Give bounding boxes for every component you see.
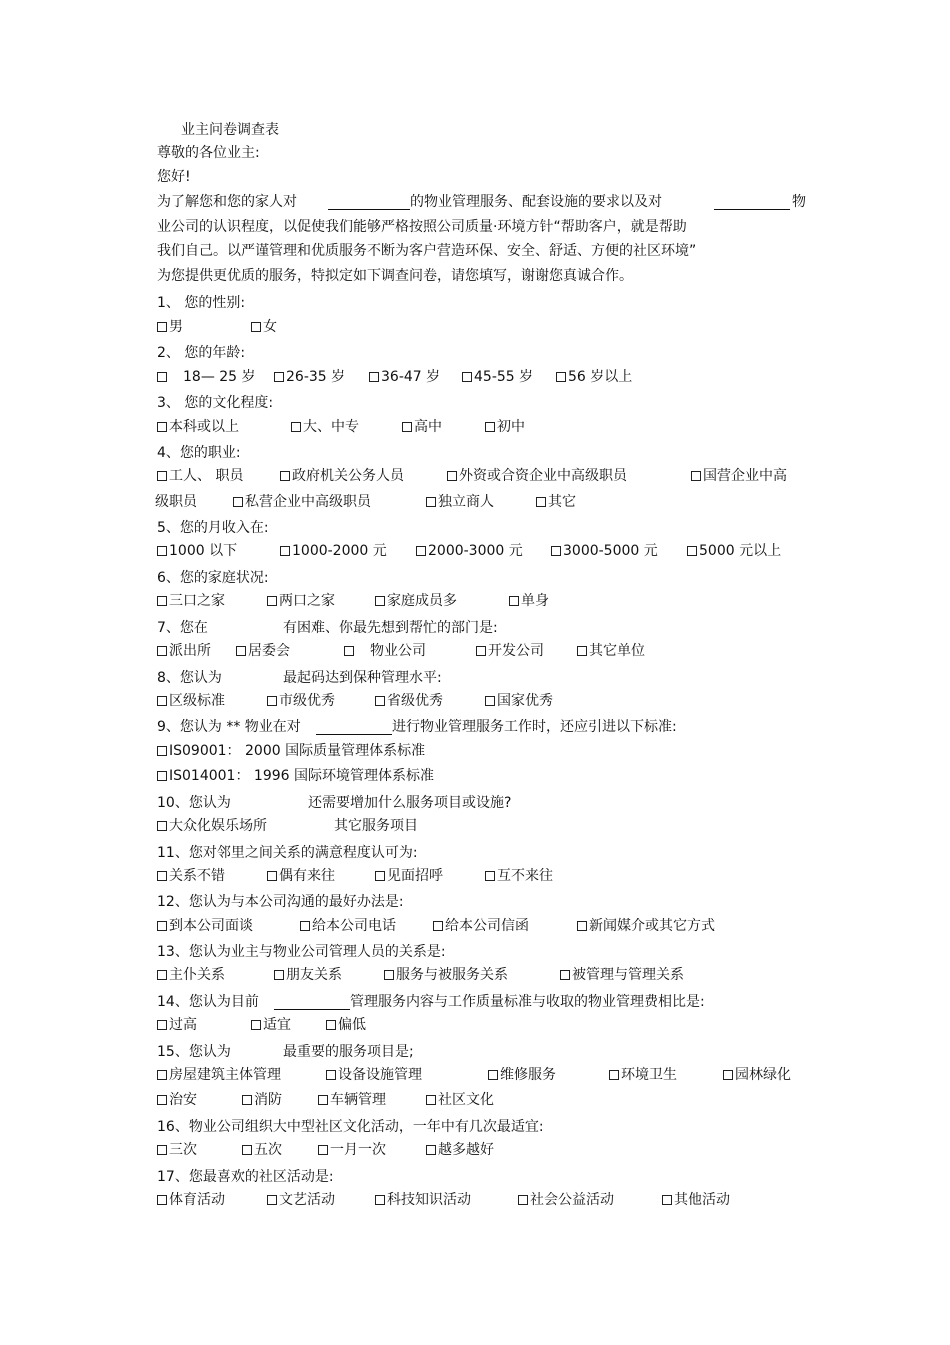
question-3: 3、 您的文化程度: bbox=[157, 395, 274, 411]
checkbox-icon[interactable] bbox=[687, 546, 697, 556]
checkbox-icon[interactable] bbox=[426, 1145, 436, 1155]
checkbox-icon[interactable] bbox=[157, 1020, 167, 1030]
checkbox-icon[interactable] bbox=[518, 1195, 528, 1205]
checkbox-icon[interactable] bbox=[157, 646, 167, 656]
checkbox-icon[interactable] bbox=[251, 1020, 261, 1030]
hello: 您好! bbox=[157, 169, 191, 185]
option-relation-master-servant[interactable]: 主仆关系 bbox=[157, 966, 225, 984]
option-level-province[interactable]: 省级优秀 bbox=[375, 692, 443, 710]
intro-line-3: 我们自己。以严谨管理和优质服务不断为客户营造环保、安全、舒适、方便的社区环境” bbox=[157, 243, 697, 259]
checkbox-icon[interactable] bbox=[157, 771, 167, 781]
option-dept-other[interactable]: 其它单位 bbox=[577, 642, 645, 660]
option-activity-more[interactable]: 越多越好 bbox=[426, 1141, 494, 1159]
question-7-a: 7、您在 bbox=[157, 620, 208, 636]
option-fee-fair[interactable]: 适宜 bbox=[251, 1016, 291, 1034]
option-neighbor-none[interactable]: 互不来往 bbox=[485, 867, 553, 885]
checkbox-icon[interactable] bbox=[274, 372, 284, 382]
checkbox-icon[interactable] bbox=[447, 471, 457, 481]
option-svc-parking[interactable]: 车辆管理 bbox=[318, 1091, 386, 1109]
checkbox-icon[interactable] bbox=[291, 422, 301, 432]
option-fee-high[interactable]: 过高 bbox=[157, 1016, 197, 1034]
checkbox-icon[interactable] bbox=[326, 1070, 336, 1080]
option-contact-visit[interactable]: 到本公司面谈 bbox=[157, 917, 253, 935]
option-level-district[interactable]: 区级标准 bbox=[157, 692, 225, 710]
checkbox-icon[interactable] bbox=[157, 1195, 167, 1205]
option-dept-developer[interactable]: 开发公司 bbox=[476, 642, 544, 660]
option-income-3000-5000[interactable]: 3000-5000 元 bbox=[551, 542, 658, 560]
checkbox-icon[interactable] bbox=[157, 546, 167, 556]
checkbox-icon[interactable] bbox=[157, 322, 167, 332]
checkbox-icon[interactable] bbox=[267, 696, 277, 706]
option-activity-three[interactable]: 三次 bbox=[157, 1141, 197, 1159]
checkbox-icon[interactable] bbox=[157, 471, 167, 481]
option-dept-police[interactable]: 派出所 bbox=[157, 642, 211, 660]
option-svc-sanitation[interactable]: 环境卫生 bbox=[609, 1066, 677, 1084]
option-income-2000-3000[interactable]: 2000-3000 元 bbox=[416, 542, 523, 560]
option-contact-phone[interactable]: 给本公司电话 bbox=[300, 917, 396, 935]
option-family-many[interactable]: 家庭成员多 bbox=[375, 592, 457, 610]
checkbox-icon[interactable] bbox=[485, 871, 495, 881]
intro-line-2: 业公司的认识程度，以促使我们能够严格按照公司质量·环境方针“帮助客户，就是帮助 bbox=[157, 219, 687, 235]
question-16: 16、物业公司组织大中型社区文化活动，一年中有几次最适宜: bbox=[157, 1119, 544, 1135]
checkbox-icon[interactable] bbox=[426, 1095, 436, 1105]
checkbox-icon[interactable] bbox=[691, 471, 701, 481]
checkbox-icon[interactable] bbox=[157, 696, 167, 706]
question-14-a: 14、您认为目前 bbox=[157, 994, 259, 1010]
checkbox-icon[interactable] bbox=[485, 696, 495, 706]
option-entertainment-venue[interactable]: 大众化娱乐场所 bbox=[157, 817, 267, 835]
option-level-national[interactable]: 国家优秀 bbox=[485, 692, 553, 710]
option-income-5000-plus[interactable]: 5000 元以上 bbox=[687, 542, 781, 560]
option-edu-middleschool[interactable]: 初中 bbox=[485, 418, 525, 436]
option-edu-highschool[interactable]: 高中 bbox=[402, 418, 442, 436]
option-income-below-1000[interactable]: 1000 以下 bbox=[157, 542, 237, 560]
checkbox-icon[interactable] bbox=[609, 1070, 619, 1080]
intro-line-1a: 为了解您和您的家人对 bbox=[157, 194, 297, 210]
question-17: 17、您最喜欢的社区活动是: bbox=[157, 1169, 334, 1185]
checkbox-icon[interactable] bbox=[236, 646, 246, 656]
option-relation-managed[interactable]: 被管理与管理关系 bbox=[560, 966, 684, 984]
option-job-foreign-enterprise[interactable]: 外资或合资企业中高级职员 bbox=[447, 467, 627, 485]
checkbox-icon[interactable] bbox=[375, 596, 385, 606]
checkbox-icon[interactable] bbox=[462, 372, 472, 382]
option-fee-low[interactable]: 偏低 bbox=[326, 1016, 366, 1034]
checkbox-icon[interactable] bbox=[536, 497, 546, 507]
checkbox-icon[interactable] bbox=[233, 497, 243, 507]
checkbox-icon[interactable] bbox=[426, 497, 436, 507]
option-age-56-plus[interactable]: 56 岁以上 bbox=[556, 368, 632, 386]
checkbox-icon[interactable] bbox=[577, 646, 587, 656]
intro-line-1c: 物 bbox=[792, 194, 806, 210]
checkbox-icon[interactable] bbox=[476, 646, 486, 656]
option-contact-media[interactable]: 新闻媒介或其它方式 bbox=[577, 917, 715, 935]
checkbox-icon[interactable] bbox=[157, 746, 167, 756]
option-relation-service[interactable]: 服务与被服务关系 bbox=[384, 966, 508, 984]
option-age-45-55[interactable]: 45-55 岁 bbox=[462, 368, 533, 386]
option-fav-arts[interactable]: 文艺活动 bbox=[267, 1191, 335, 1209]
option-neighbor-good[interactable]: 关系不错 bbox=[157, 867, 225, 885]
checkbox-icon[interactable] bbox=[280, 546, 290, 556]
question-15-a: 15、您认为 bbox=[157, 1044, 231, 1060]
question-9-b: 进行物业管理服务工作时，还应引进以下标准: bbox=[392, 719, 677, 735]
blank-company-name[interactable] bbox=[714, 209, 790, 210]
option-svc-fire[interactable]: 消防 bbox=[242, 1091, 282, 1109]
option-family-two[interactable]: 两口之家 bbox=[267, 592, 335, 610]
intro-line-4: 为您提供更优质的服务，特拟定如下调查问卷，请您填写，谢谢您真诚合作。 bbox=[157, 268, 633, 284]
option-fav-other[interactable]: 其他活动 bbox=[662, 1191, 730, 1209]
checkbox-icon[interactable] bbox=[280, 471, 290, 481]
blank-property-name-9[interactable] bbox=[316, 734, 392, 735]
option-age-36-47[interactable]: 36-47 岁 bbox=[369, 368, 440, 386]
option-activity-five[interactable]: 五次 bbox=[242, 1141, 282, 1159]
option-job-state-enterprise[interactable]: 国营企业中高 bbox=[691, 467, 787, 485]
option-female[interactable]: 女 bbox=[251, 318, 277, 336]
option-dept-property[interactable]: 物业公司 bbox=[344, 642, 426, 660]
option-fav-charity[interactable]: 社会公益活动 bbox=[518, 1191, 614, 1209]
checkbox-icon[interactable] bbox=[402, 422, 412, 432]
checkbox-icon[interactable] bbox=[375, 871, 385, 881]
question-6: 6、您的家庭状况: bbox=[157, 570, 269, 586]
option-job-state-enterprise-cont: 级职员 bbox=[155, 494, 197, 510]
option-neighbor-greeting[interactable]: 见面招呼 bbox=[375, 867, 443, 885]
option-edu-college[interactable]: 大、中专 bbox=[291, 418, 359, 436]
checkbox-icon[interactable] bbox=[267, 596, 277, 606]
option-svc-security[interactable]: 治安 bbox=[157, 1091, 197, 1109]
checkbox-icon[interactable] bbox=[300, 921, 310, 931]
question-2: 2、 您的年龄: bbox=[157, 345, 246, 361]
question-14-b: 管理服务内容与工作质量标准与收取的物业管理费相比是: bbox=[350, 994, 705, 1010]
option-level-city[interactable]: 市级优秀 bbox=[267, 692, 335, 710]
option-age-26-35[interactable]: 26-35 岁 bbox=[274, 368, 345, 386]
checkbox-icon[interactable] bbox=[375, 1195, 385, 1205]
option-job-worker[interactable]: 工人、 职员 bbox=[157, 467, 243, 485]
checkbox-icon[interactable] bbox=[267, 1195, 277, 1205]
page-title: 业主问卷调查表 bbox=[181, 122, 279, 138]
option-male[interactable]: 男 bbox=[157, 318, 183, 336]
checkbox-icon[interactable] bbox=[416, 546, 426, 556]
option-svc-repair[interactable]: 维修服务 bbox=[488, 1066, 556, 1084]
checkbox-icon[interactable] bbox=[157, 1070, 167, 1080]
option-svc-landscaping[interactable]: 园林绿化 bbox=[723, 1066, 791, 1084]
checkbox-icon[interactable] bbox=[433, 921, 443, 931]
option-edu-bachelor[interactable]: 本科或以上 bbox=[157, 418, 239, 436]
checkbox-icon[interactable] bbox=[723, 1070, 733, 1080]
question-8-a: 8、您认为 bbox=[157, 670, 222, 686]
checkbox-icon[interactable] bbox=[157, 921, 167, 931]
other-service-items-label: 其它服务项目 bbox=[334, 818, 418, 834]
checkbox-icon[interactable] bbox=[251, 322, 261, 332]
option-job-other[interactable]: 其它 bbox=[536, 493, 576, 511]
question-5: 5、您的月收入在: bbox=[157, 520, 269, 536]
blank-property-name-1[interactable] bbox=[328, 209, 410, 210]
option-svc-facilities[interactable]: 设备设施管理 bbox=[326, 1066, 422, 1084]
option-iso9001[interactable]: IS09001： 2000 国际质量管理体系标准 bbox=[157, 742, 425, 760]
checkbox-icon[interactable] bbox=[242, 1095, 252, 1105]
checkbox-icon[interactable] bbox=[242, 1145, 252, 1155]
checkbox-icon[interactable] bbox=[488, 1070, 498, 1080]
option-fav-sports[interactable]: 体育活动 bbox=[157, 1191, 225, 1209]
intro-line-1b: 的物业管理服务、配套设施的要求以及对 bbox=[410, 194, 662, 210]
checkbox-icon[interactable] bbox=[267, 871, 277, 881]
option-job-private-enterprise[interactable]: 私营企业中高级职员 bbox=[233, 493, 371, 511]
checkbox-icon[interactable] bbox=[485, 422, 495, 432]
checkbox-icon[interactable] bbox=[157, 970, 167, 980]
checkbox-icon[interactable] bbox=[326, 1020, 336, 1030]
checkbox-icon[interactable] bbox=[157, 596, 167, 606]
question-10-a: 10、您认为 bbox=[157, 795, 231, 811]
blank-property-name-14[interactable] bbox=[274, 1009, 350, 1010]
checkbox-icon[interactable] bbox=[662, 1195, 672, 1205]
checkbox-icon[interactable] bbox=[274, 970, 284, 980]
question-1: 1、 您的性别: bbox=[157, 295, 246, 311]
checkbox-icon[interactable] bbox=[556, 372, 566, 382]
question-13: 13、您认为业主与物业公司管理人员的关系是: bbox=[157, 944, 446, 960]
question-11: 11、您对邻里之间关系的满意程度认可为: bbox=[157, 845, 418, 861]
checkbox-icon[interactable] bbox=[318, 1095, 328, 1105]
checkbox-icon[interactable] bbox=[157, 871, 167, 881]
question-10-b: 还需要增加什么服务项目或设施? bbox=[308, 795, 512, 811]
option-income-1000-2000[interactable]: 1000-2000 元 bbox=[280, 542, 387, 560]
option-family-three[interactable]: 三口之家 bbox=[157, 592, 225, 610]
option-job-civil-servant[interactable]: 政府机关公务人员 bbox=[280, 467, 404, 485]
option-contact-letter[interactable]: 给本公司信函 bbox=[433, 917, 529, 935]
checkbox-icon[interactable] bbox=[157, 1095, 167, 1105]
option-neighbor-occasional[interactable]: 偶有来往 bbox=[267, 867, 335, 885]
checkbox-icon[interactable] bbox=[369, 372, 379, 382]
question-12: 12、您认为与本公司沟通的最好办法是: bbox=[157, 894, 404, 910]
option-svc-building[interactable]: 房屋建筑主体管理 bbox=[157, 1066, 281, 1084]
option-age-18-25[interactable]: 18— 25 岁 bbox=[157, 368, 256, 386]
option-dept-committee[interactable]: 居委会 bbox=[236, 642, 290, 660]
question-4: 4、您的职业: bbox=[157, 445, 241, 461]
option-iso14001[interactable]: IS014001： 1996 国际环境管理体系标准 bbox=[157, 767, 434, 785]
checkbox-icon[interactable] bbox=[577, 921, 587, 931]
checkbox-icon[interactable] bbox=[157, 821, 167, 831]
question-7-b: 有困难、你最先想到帮忙的部门是: bbox=[283, 620, 498, 636]
checkbox-icon[interactable] bbox=[375, 696, 385, 706]
question-9-a: 9、您认为 ** 物业在对 bbox=[157, 719, 301, 735]
checkbox-icon[interactable] bbox=[344, 646, 354, 656]
checkbox-icon[interactable] bbox=[509, 596, 519, 606]
greeting: 尊敬的各位业主: bbox=[157, 145, 260, 161]
checkbox-icon[interactable] bbox=[384, 970, 394, 980]
option-activity-monthly[interactable]: 一月一次 bbox=[318, 1141, 386, 1159]
checkbox-icon[interactable] bbox=[157, 422, 167, 432]
question-15-b: 最重要的服务项目是; bbox=[283, 1044, 414, 1060]
checkbox-icon[interactable] bbox=[157, 372, 167, 382]
question-8-b: 最起码达到保种管理水平: bbox=[283, 670, 442, 686]
option-svc-culture[interactable]: 社区文化 bbox=[426, 1091, 494, 1109]
option-family-single[interactable]: 单身 bbox=[509, 592, 549, 610]
checkbox-icon[interactable] bbox=[551, 546, 561, 556]
checkbox-icon[interactable] bbox=[157, 1145, 167, 1155]
option-relation-friends[interactable]: 朋友关系 bbox=[274, 966, 342, 984]
checkbox-icon[interactable] bbox=[560, 970, 570, 980]
option-fav-science[interactable]: 科技知识活动 bbox=[375, 1191, 471, 1209]
option-job-merchant[interactable]: 独立商人 bbox=[426, 493, 494, 511]
checkbox-icon[interactable] bbox=[318, 1145, 328, 1155]
